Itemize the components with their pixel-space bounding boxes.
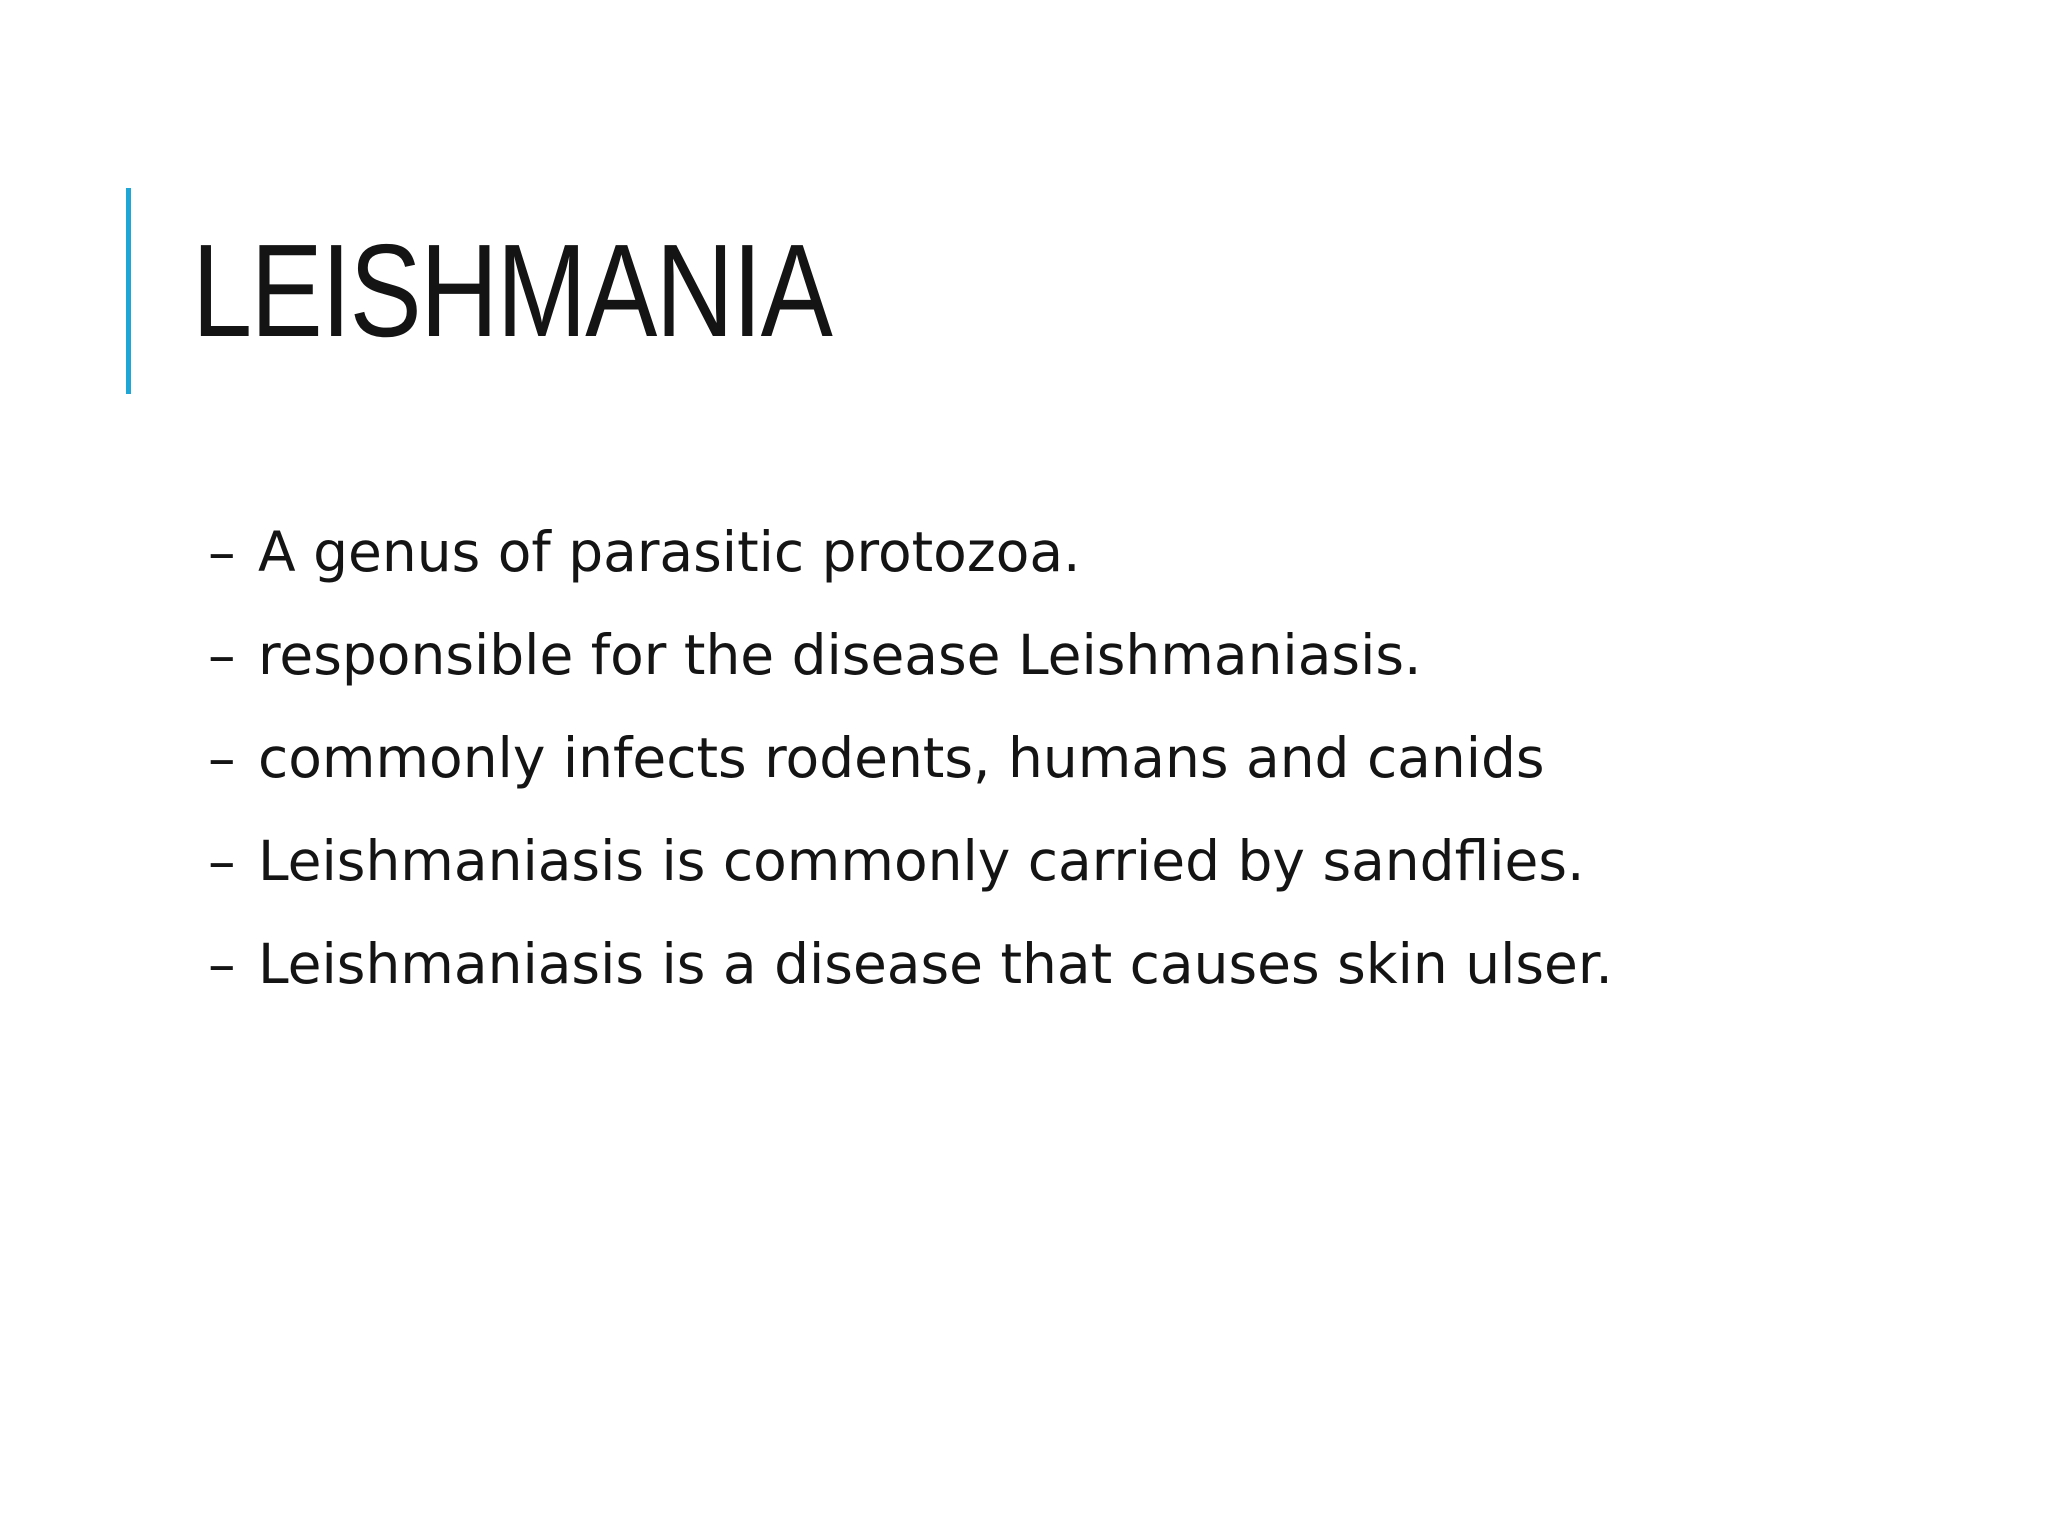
bullet-text: commonly infects rodents, humans and canids xyxy=(258,726,1545,790)
bullet-marker: – xyxy=(208,829,236,893)
bullet-marker: – xyxy=(208,623,236,687)
title-accent-bar xyxy=(126,188,131,394)
bullet-list xyxy=(208,512,1613,1027)
list-item xyxy=(208,615,1613,718)
bullet-text: A genus of parasitic protozoa. xyxy=(258,520,1081,584)
bullet-text: responsible for the disease Leishmaniasis. xyxy=(258,623,1422,687)
bullet-text: Leishmaniasis is a disease that causes skin ulser. xyxy=(258,932,1613,996)
bullet-marker: – xyxy=(208,726,236,790)
bullet-marker: – xyxy=(208,932,236,996)
slide-title: LEISHMANIA xyxy=(192,217,832,364)
bullet-marker: – xyxy=(208,520,236,584)
list-item xyxy=(208,718,1613,821)
list-item xyxy=(208,924,1613,1027)
list-item xyxy=(208,821,1613,924)
list-item xyxy=(208,512,1613,615)
bullet-text: Leishmaniasis is commonly carried by sandflies. xyxy=(258,829,1585,893)
